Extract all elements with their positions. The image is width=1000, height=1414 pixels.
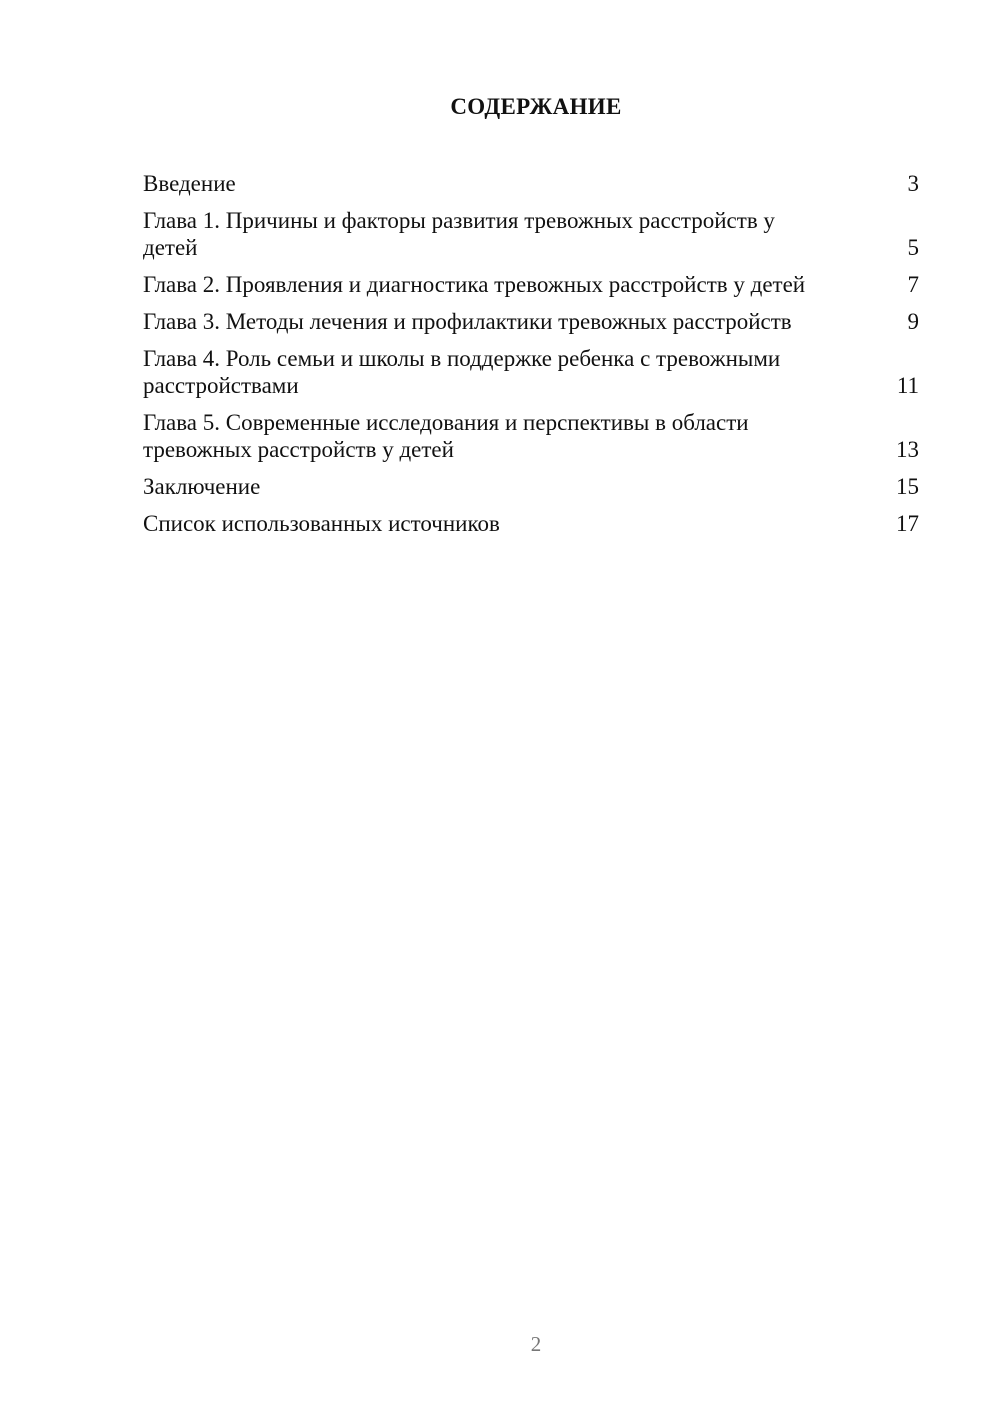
toc-entry-label: Глава 4. Роль семьи и школы в поддержке ребенка с тревожными расстройствами <box>143 346 781 398</box>
toc-entry-chapter-4[interactable] <box>143 345 919 399</box>
toc-entry-page: 5 <box>907 235 919 260</box>
toc-entry-page: 7 <box>907 272 919 297</box>
toc-title: СОДЕРЖАНИЕ <box>450 94 622 119</box>
toc-entry-references[interactable] <box>143 510 919 537</box>
toc-entry-chapter-1[interactable] <box>143 207 919 261</box>
table-of-contents <box>143 170 919 547</box>
toc-entry-page: 11 <box>896 373 919 398</box>
toc-entry-introduction[interactable] <box>143 170 919 197</box>
toc-entry-page: 9 <box>907 309 919 334</box>
toc-entry-label: Список использованных источников <box>143 511 500 536</box>
toc-entry-page: 13 <box>896 437 919 462</box>
toc-entry-conclusion[interactable] <box>143 473 919 500</box>
toc-entry-chapter-5[interactable] <box>143 409 919 463</box>
toc-entry-chapter-3[interactable] <box>143 308 919 335</box>
toc-entry-chapter-2[interactable] <box>143 271 919 298</box>
page-number: 2 <box>530 1332 542 1356</box>
toc-entry-label: Глава 1. Причины и факторы развития тревожных расстройств у детей <box>143 208 775 260</box>
toc-entry-label: Глава 3. Методы лечения и профилактики тревожных расстройств <box>143 309 792 334</box>
toc-entry-page: 15 <box>896 474 919 499</box>
toc-entry-page: 17 <box>896 511 919 536</box>
toc-entry-label: Глава 2. Проявления и диагностика тревожных расстройств у детей <box>143 272 806 297</box>
toc-entry-label: Глава 5. Современные исследования и перспективы в области тревожных расстройств у детей <box>143 410 749 462</box>
toc-entry-label: Заключение <box>143 474 261 499</box>
toc-entry-page: 3 <box>907 171 919 196</box>
toc-entry-label: Введение <box>143 171 236 196</box>
